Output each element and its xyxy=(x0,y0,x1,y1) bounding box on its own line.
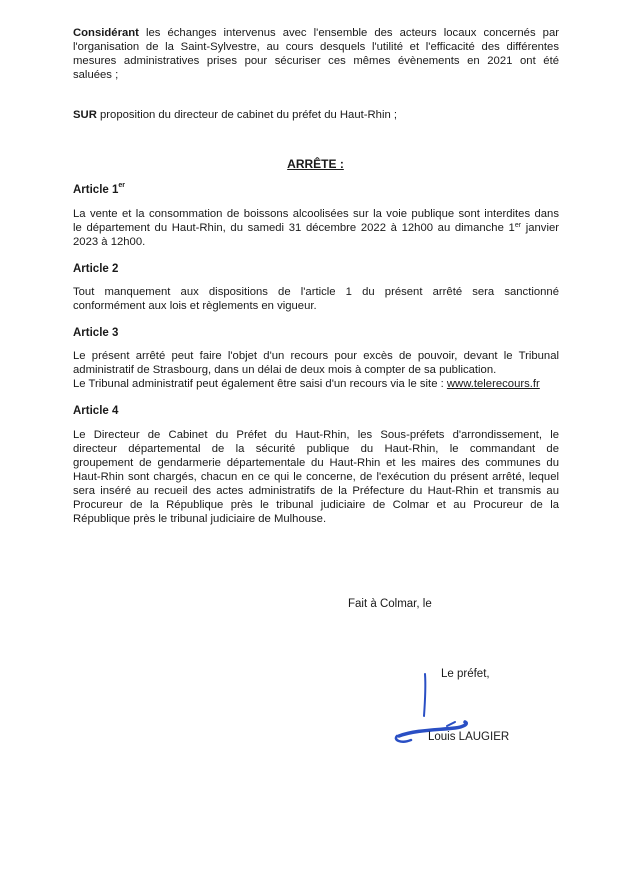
sur-keyword: SUR xyxy=(73,109,97,121)
telerecours-link[interactable]: www.telerecours.fr xyxy=(446,378,540,390)
sur-paragraph: SUR proposition du directeur de cabinet du préfet du Haut-Rhin ; xyxy=(73,109,398,121)
place-date-line: Fait à Colmar, le xyxy=(348,598,432,610)
signatory-name: Louis LAUGIER xyxy=(428,731,510,743)
article4-body: Le Directeur de Cabinet du Préfet du Haut-Rhin, les Sous-préfets d'arrondissement, le directeur départemental de la sécurité publique du Haut-Rhin, le commandant de groupement de gendarmerie départementale du Haut-Rhin et les maires des communes du Haut-Rhin sont chargés, chacun en ce qui le concerne, de l'exécution du présent arrêté, lequel sera inséré au recueil des actes administratifs de la Préfecture du Haut-Rhin et transmis au Procureur de la République près le tribunal judiciaire de Colmar et au Procureur de la République près le tribunal judiciaire de Mulhouse. xyxy=(73,429,559,525)
article1-heading: Article 1er xyxy=(73,182,126,196)
article4-heading: Article 4 xyxy=(73,405,119,417)
considerant-keyword: Considérant xyxy=(73,27,139,39)
article1-body: La vente et la consommation de boissons alcoolisées sur la voie publique sont interdites dans le département du Haut-Rhin, du samedi 31 décembre 2022 à 12h00 au dimanche 1er janvier 2023 à 12h00. xyxy=(73,208,560,248)
article3-heading: Article 3 xyxy=(73,327,119,339)
article2-heading: Article 2 xyxy=(73,263,119,275)
signatory-role: Le préfet, xyxy=(441,668,490,680)
article3-body: Le présent arrêté peut faire l'objet d'un recours pour excès de pouvoir, devant le Tribunal administratif de Strasbourg, dans un délai de deux mois à compter de sa publication. Le Tribunal administratif peut également être saisi d'un recours via le site : www.telerecours.fr xyxy=(73,350,559,390)
considerant-paragraph: Considérant les échanges intervenus avec l'ensemble des acteurs locaux concernés par l'organisation de la Saint-Sylvestre, au cours desquels l'utilité et l'efficacité des différentes mesures administratives prises pour sécuriser ces mêmes évènements en 2021 ont été saluées ; xyxy=(73,27,559,81)
decree-title: ARRÊTE : xyxy=(287,157,344,171)
article2-body: Tout manquement aux dispositions de l'article 1 du présent arrêté sera sanctionné conformément aux lois et règlements en vigueur. xyxy=(73,286,559,312)
